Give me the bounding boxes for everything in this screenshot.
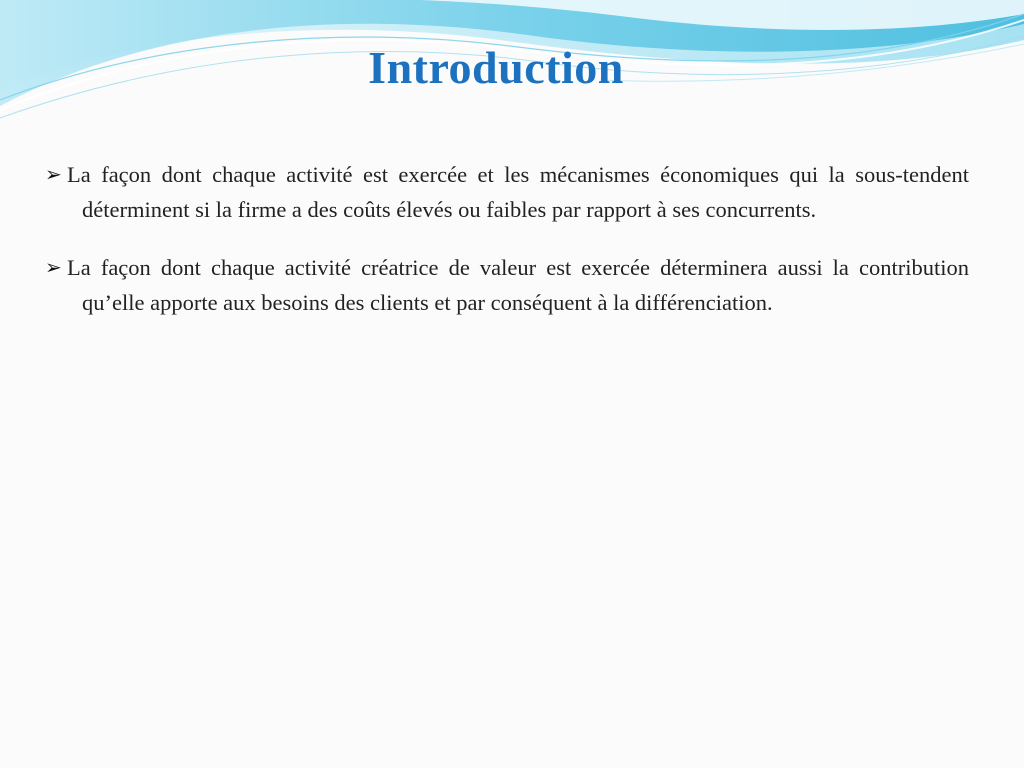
bullet-text: La façon dont chaque activité est exercée et les mécanismes économiques qui la sous-tendent déterminent si la firme a des coûts élevés ou faibles par rapport à ses concurrents. <box>67 162 969 222</box>
slide-body <box>45 158 969 344</box>
arrowhead-bullet-icon: ➢ <box>45 164 62 186</box>
slide-title: Introduction <box>368 42 624 93</box>
arrowhead-bullet-icon: ➢ <box>45 257 62 279</box>
bullet-item <box>45 158 969 226</box>
bullet-text: La façon dont chaque activité créatrice de valeur est exercée déterminera aussi la contribution qu’elle apporte aux besoins des clients et par conséquent à la différenciation. <box>67 255 969 315</box>
bullet-item <box>45 251 969 319</box>
